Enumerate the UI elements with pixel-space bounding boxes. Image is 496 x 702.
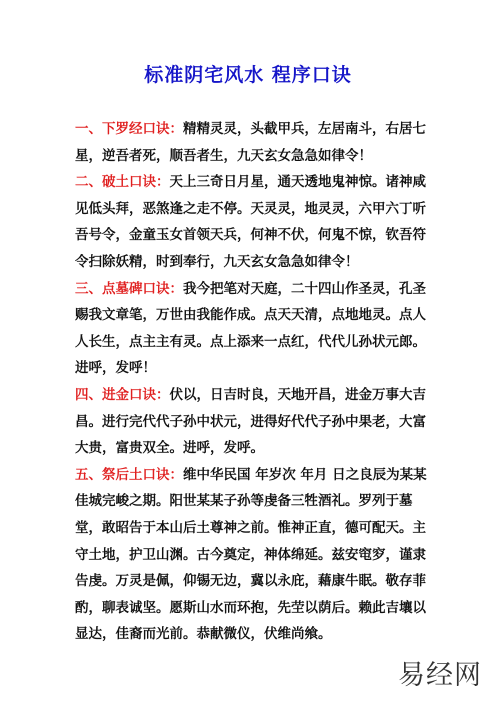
section-4 xyxy=(75,382,435,462)
section-3 xyxy=(75,276,435,382)
section-1-text: 精精灵灵，头截甲兵，左居南斗，右居七星，逆吾者死，顺吾者生，九天玄女急急如律令！ xyxy=(75,121,426,164)
section-1-heading: 一、下罗经口诀： xyxy=(75,121,183,137)
section-3-text: 我今把笔对天庭，二十四山作圣灵，孔圣赐我文章笔，万世由我能作成。点天天清，点地地灵。点人人长生，点主主有灵。点上添来一点红，代代儿孙状元郎。进呼，发呼！ xyxy=(75,280,426,377)
section-4-heading: 四、进金口诀： xyxy=(75,386,170,403)
section-5 xyxy=(75,462,435,648)
section-2-heading: 二、破土口诀： xyxy=(75,174,170,191)
section-2-text: 天上三奇日月星，通天透地鬼神惊。诸神咸见低头拜，恶煞逢之走不停。天灵灵，地灵灵，六甲六丁听吾号令，金童玉女首领天兵，何神不伏，何鬼不惊，钦吾符令扫除妖精，时到奉行，九天玄女急急如律令！ xyxy=(75,174,426,270)
site-watermark: 易经网 xyxy=(398,660,482,691)
section-5-heading: 五、祭后土口诀： xyxy=(75,466,183,483)
section-1 xyxy=(75,116,435,169)
page-title: 标准阴宅风水 程序口诀 xyxy=(144,64,352,86)
section-4-text: 伏以，日吉时良，天地开昌，进金万事大吉昌。进行完代代子孙中状元，进得好代代子孙中果老，大富大贵，富贵双全。进呼，发呼。 xyxy=(75,386,426,457)
section-3-heading: 三、点墓碑口诀： xyxy=(75,280,183,297)
document-body xyxy=(75,116,435,648)
section-5-text: 维中华民国 年岁次 年月 日之良辰为某某佳城完峻之期。阳世某某子孙等虔备三牲酒礼。罗列于墓堂，敢昭告于本山后土尊神之前。惟神正直，德可配天。主守土地，护卫山渊。古今奠定，神体绵延。兹安窀穸，谨隶告虔。万灵是佩，仰锡无边，冀以永庇，藉康牛眠。敬存菲酌，聊表诚坚。愿斯山水而环抱，先茔以荫后。赖此吉壤以显达，佳裔而光前。恭献微仪，伏维尚飨。 xyxy=(75,466,427,643)
section-2 xyxy=(75,169,435,275)
